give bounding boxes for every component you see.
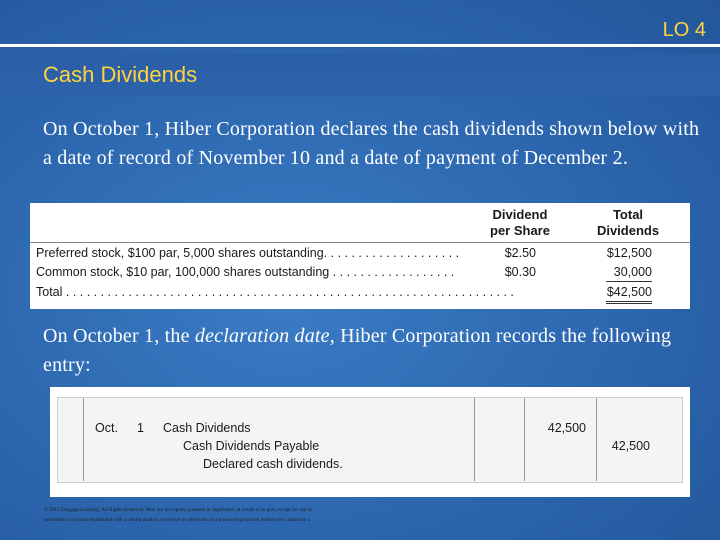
table-row-label: Total . . . . . . . . . . . . . . . . . . . . . . . . . . . . . . . . . . . . . . . . . . . . . . . . . . . . . . . . . . . . . . . . . xyxy=(36,285,514,299)
col-header-per-share-line2: per Share xyxy=(490,223,550,238)
header-divider xyxy=(0,44,720,47)
copyright-line: © 2011 Cengage Learning. All Rights Reserved. May not be copied, scanned, or duplicated, in whole or in part, except for use as xyxy=(44,507,312,513)
journal-rule xyxy=(474,398,475,481)
col-header-total-line1: Total xyxy=(612,207,644,222)
col-header-total xyxy=(586,207,670,239)
slide-title: Cash Dividends xyxy=(43,62,198,87)
entry-paragraph-emphasis: declaration date xyxy=(194,325,330,347)
entry-month: Oct. xyxy=(95,421,118,435)
table-cell-total: $42,500 xyxy=(606,285,652,299)
journal-rule xyxy=(83,398,84,481)
entry-paragraph xyxy=(43,322,703,380)
journal-entry xyxy=(57,397,683,483)
col-header-per-share xyxy=(478,207,562,239)
journal-rule xyxy=(524,398,525,481)
journal-rule xyxy=(596,398,597,481)
table-cell-per-share: $2.50 xyxy=(504,246,536,260)
intro-paragraph: On October 1, Hiber Corporation declares the cash dividends shown below with a date of record of November 10 and a date of payment of December 2. xyxy=(43,118,700,169)
entry-paragraph-part1: On October 1, the xyxy=(43,325,195,347)
double-rule-2 xyxy=(606,303,652,304)
entry-credit-account: Cash Dividends Payable xyxy=(183,439,320,453)
table-header-rule xyxy=(30,242,690,243)
entry-credit-amount: 42,500 xyxy=(611,439,650,453)
entry-debit-amount: 42,500 xyxy=(547,421,586,435)
col-header-total-line2: Dividends xyxy=(596,223,660,238)
total-rule xyxy=(606,281,652,282)
copyright-line: permitted in a license distributed with a certain product or service or otherwise on a password-protected website for classroom u xyxy=(44,517,311,523)
dividend-table xyxy=(30,203,690,309)
table-cell-total: 30,000 xyxy=(613,265,652,279)
table-row-label: Common stock, $10 par, 100,000 shares outstanding . . . . . . . . . . . . . . . . . . xyxy=(36,265,455,279)
table-row-label: Preferred stock, $100 par, 5,000 shares outstanding. . . . . . . . . . . . . . . . . . . . xyxy=(36,246,460,260)
entry-explanation: Declared cash dividends. xyxy=(203,457,343,471)
col-header-per-share-line1: Dividend xyxy=(492,207,548,222)
entry-debit-account: Cash Dividends xyxy=(163,421,251,435)
double-rule-1 xyxy=(606,301,652,302)
table-cell-per-share: $0.30 xyxy=(504,265,536,279)
learning-objective-label: LO 4 xyxy=(662,19,706,41)
table-cell-total: $12,500 xyxy=(606,246,652,260)
entry-paragraph-part2: , Hiber Corporation records the following entry: xyxy=(43,325,672,376)
entry-day: 1 xyxy=(137,421,144,435)
header-bar xyxy=(0,0,720,44)
